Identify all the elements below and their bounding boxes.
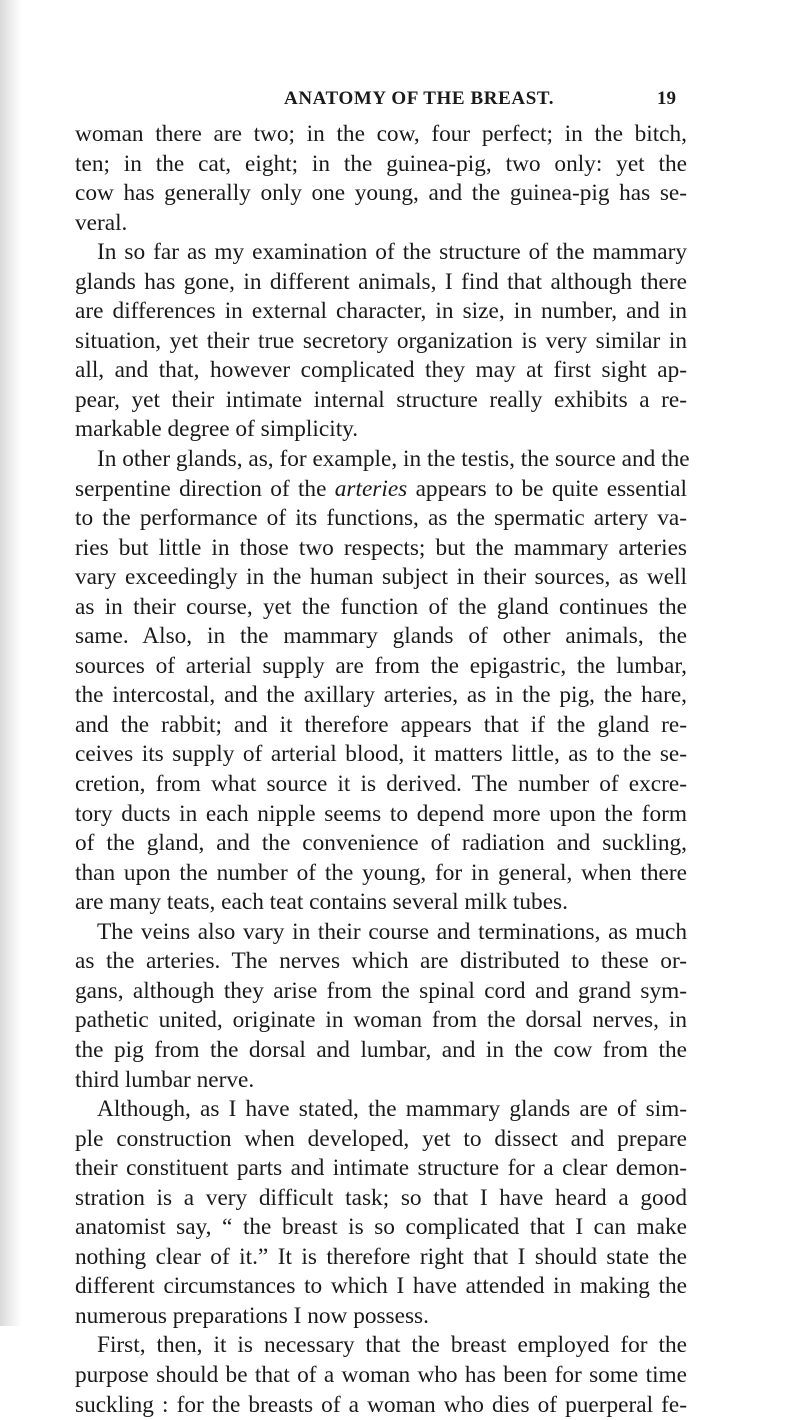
text-line: gans, although they arise from the spinal cord and grand sym- <box>75 977 687 1004</box>
page-edge-shadow <box>0 0 22 1326</box>
text-line: the intercostal, and the axillary arteries, as in the pig, the hare, <box>75 682 687 709</box>
text-line: cow has generally only one young, and the guinea-pig has se- <box>75 180 687 207</box>
text-line: their constituent parts and intimate structure for a clear demon- <box>75 1155 687 1182</box>
text-line: are differences in external character, in size, in number, and in <box>75 298 687 325</box>
paragraph-start-line: The veins also vary in their course and terminations, as much <box>97 918 687 945</box>
text-line: sources of arterial supply are from the epigastric, the lumbar, <box>75 652 687 679</box>
running-title: ANATOMY OF THE BREAST. <box>284 88 555 109</box>
running-head <box>0 88 800 112</box>
text-line: nothing clear of it.” It is therefore right that I should state the <box>75 1243 687 1270</box>
text-line: markable degree of simplicity. <box>75 416 359 443</box>
text-line: all, and that, however complicated they may at first sight ap- <box>75 357 687 384</box>
text-line: cretion, from what source it is derived. The number of excre- <box>75 771 687 798</box>
text-line: to the performance of its functions, as the spermatic artery va- <box>75 505 687 532</box>
text-line: different circumstances to which I have attended in making the <box>75 1273 687 1300</box>
text-line: glands has gone, in different animals, I find that although there <box>75 268 687 295</box>
text-line: are many teats, each teat contains several milk tubes. <box>75 889 568 916</box>
text-line: purpose should be that of a woman who has been for some time <box>75 1361 687 1388</box>
text-line: ceives its supply of arterial blood, it matters little, as to the se- <box>75 741 687 768</box>
text-line: stration is a very difficult task; so that I have heard a good <box>75 1184 687 1211</box>
text-line: pathetic united, originate in woman from the dorsal nerves, in <box>75 1007 687 1034</box>
text-line: and the rabbit; and it therefore appears that if the gland re- <box>75 711 687 738</box>
text-line: suckling : for the breasts of a woman who dies of puerperal fe- <box>75 1391 687 1418</box>
text-line: as in their course, yet the function of the gland continues the <box>75 593 687 620</box>
paragraph-start-line: Although, as I have stated, the mammary glands are of sim- <box>97 1096 687 1123</box>
text-line: the pig from the dorsal and lumbar, and in the cow from the <box>75 1036 687 1063</box>
paragraph-start-line: First, then, it is necessary that the breast employed for the <box>97 1332 687 1359</box>
text-line: numerous preparations I now possess. <box>75 1302 429 1329</box>
text-segment: appears to be quite essential <box>415 475 687 502</box>
text-line: veral. <box>75 209 128 236</box>
text-line: of the gland, and the convenience of radiation and suckling, <box>75 830 687 857</box>
text-line: ple construction when developed, yet to dissect and prepare <box>75 1125 687 1152</box>
text-line: woman there are two; in the cow, four perfect; in the bitch, <box>75 121 687 147</box>
text-line: ten; in the cat, eight; in the guinea-pig, two only: yet the <box>75 150 687 177</box>
text-line: anatomist say, “ the breast is so complicated that I can make <box>75 1214 687 1241</box>
text-line: third lumbar nerve. <box>75 1066 255 1093</box>
italic-word-arteries: arteries <box>334 475 408 502</box>
text-line-with-italic <box>75 475 687 505</box>
page-number: 19 <box>657 88 676 109</box>
text-line: as the arteries. The nerves which are distributed to these or- <box>75 948 687 975</box>
body-text <box>75 120 690 1420</box>
text-line: same. Also, in the mammary glands of other animals, the <box>75 623 687 650</box>
text-line: vary exceedingly in the human subject in their sources, as well <box>75 564 687 591</box>
paragraph-start-line: In other glands, as, for example, in the testis, the source and the <box>97 446 690 473</box>
text-line: situation, yet their true secretory organization is very similar in <box>75 327 687 354</box>
text-line: than upon the number of the young, for in general, when there <box>75 859 687 886</box>
text-line: pear, yet their intimate internal structure really exhibits a re- <box>75 386 687 413</box>
text-line: tory ducts in each nipple seems to depend more upon the form <box>75 800 687 827</box>
paragraph-start-line: In so far as my examination of the structure of the mammary <box>97 239 687 266</box>
text-segment: serpentine direction of the <box>75 475 327 502</box>
text-line: ries but little in those two respects; but the mammary arteries <box>75 534 687 561</box>
